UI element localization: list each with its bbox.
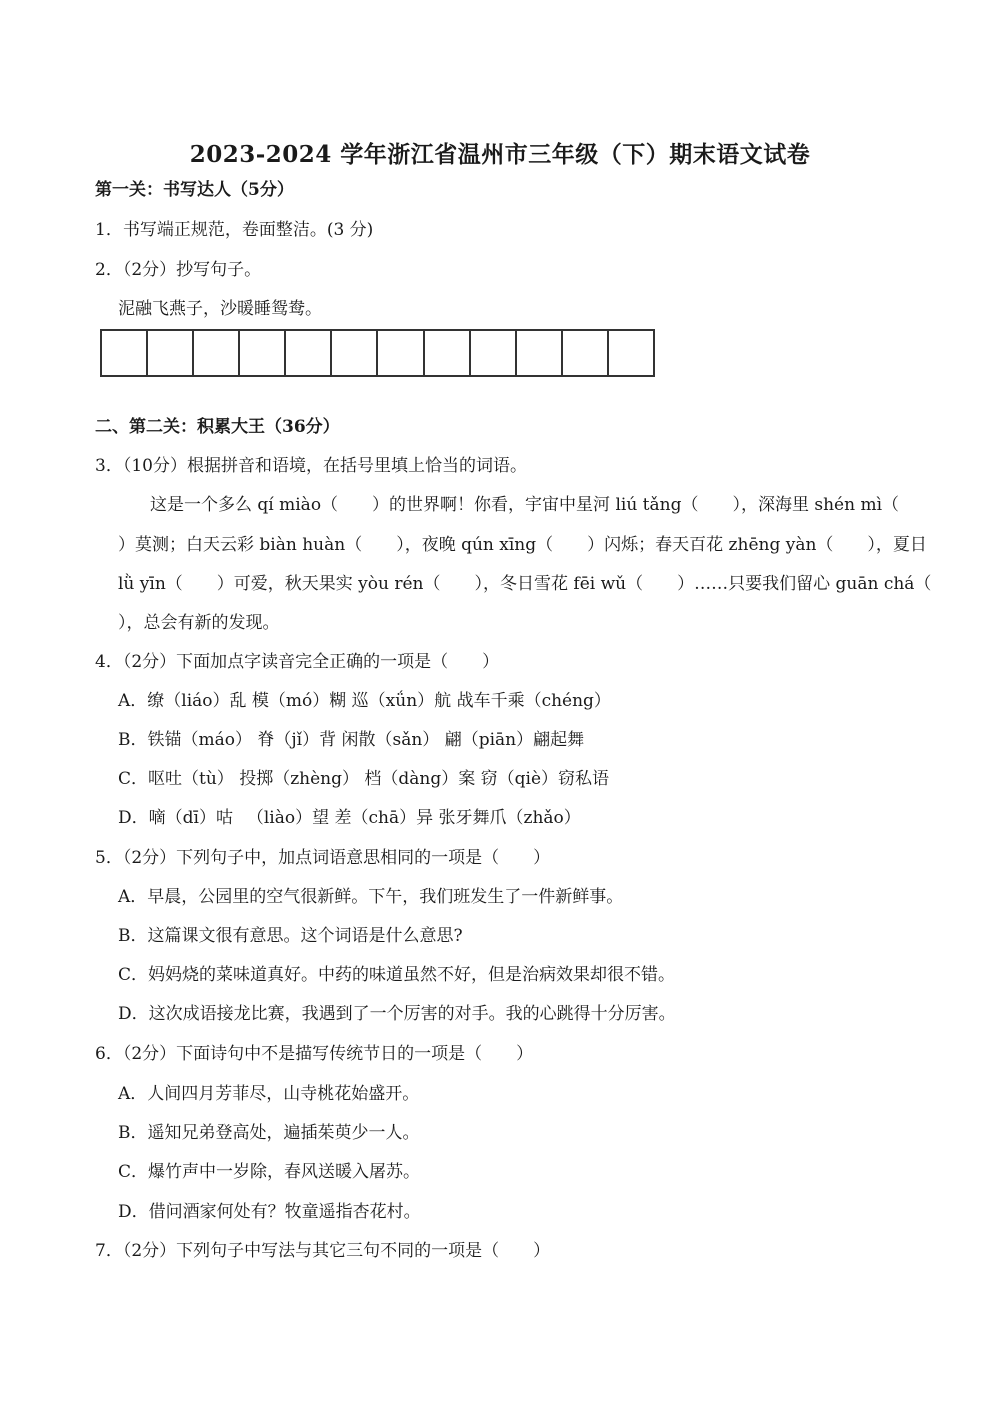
grid-cell[interactable]: [517, 331, 563, 375]
question-3-line: lǜ yīn（ ）可爱，秋天果实 yòu rén（ ），冬日雪花 fēi wǔ（ ）……只要我们留心 guān chá（: [118, 574, 932, 594]
question-4-option-b: B．铁锚（máo） 脊（jǐ）背 闲散（sǎn） 翩（piān）翩起舞: [118, 730, 585, 750]
question-6-option-b: B．遥知兄弟登高处，遍插茱萸少一人。: [118, 1123, 420, 1143]
question-3-line: ）莫测；白天云彩 biàn huàn（ ），夜晚 qún xīng（ ）闪烁；春天百花 zhēng yàn（ ），夏日: [118, 535, 927, 555]
grid-cell[interactable]: [378, 331, 424, 375]
question-3-line: ），总会有新的发现。: [118, 613, 280, 633]
question-4-option-a: A．缭（liáo）乱 模（mó）糊 巡（xǘn）航 战车千乘（chéng）: [118, 691, 611, 711]
copy-sentence: 泥融飞燕子，沙暖睡鸳鸯。: [118, 299, 322, 319]
grid-cell[interactable]: [240, 331, 286, 375]
question-5-option-d: D．这次成语接龙比赛，我遇到了一个厉害的对手。我的心跳得十分厉害。: [118, 1004, 676, 1024]
section2-heading: 二、第二关：积累大王（36分）: [95, 417, 340, 437]
question-5-option-c: C．妈妈烧的菜味道真好。中药的味道虽然不好，但是治病效果却很不错。: [118, 965, 676, 985]
question-6-option-d: D．借问酒家何处有？牧童遥指杏花村。: [118, 1202, 421, 1222]
grid-cell[interactable]: [148, 331, 194, 375]
question-5-option-a: A．早晨，公园里的空气很新鲜。下午，我们班发生了一件新鲜事。: [118, 887, 624, 907]
question-4-stem: 4．（2分）下面加点字读音完全正确的一项是（ ）: [95, 652, 500, 672]
question-4-option-d: D．嘀（dī）咕 （liào）望 差（chā）异 张牙舞爪（zhǎo）: [118, 808, 581, 828]
question-2: 2．（2分）抄写句子。: [95, 260, 262, 280]
grid-cell[interactable]: [563, 331, 609, 375]
grid-cell[interactable]: [609, 331, 653, 375]
grid-cell[interactable]: [102, 331, 148, 375]
question-6-stem: 6．（2分）下面诗句中不是描写传统节日的一项是（ ）: [95, 1044, 534, 1064]
question-4-option-c: C．呕吐（tù） 投掷（zhèng） 档（dàng）案 窃（qiè）窃私语: [118, 769, 610, 789]
question-6-option-c: C．爆竹声中一岁除，春风送暖入屠苏。: [118, 1162, 421, 1182]
grid-cell[interactable]: [425, 331, 471, 375]
section1-heading: 第一关：书写达人（5分）: [95, 180, 294, 200]
question-5-option-b: B．这篇课文很有意思。这个词语是什么意思?: [118, 926, 463, 946]
grid-cell[interactable]: [286, 331, 332, 375]
page-title: 2023-2024 学年浙江省温州市三年级（下）期末语文试卷: [189, 141, 811, 168]
question-6-option-a: A．人间四月芳菲尽，山寺桃花始盛开。: [118, 1084, 420, 1104]
question-5-stem: 5．（2分）下列句子中，加点词语意思相同的一项是（ ）: [95, 848, 551, 868]
writing-grid[interactable]: [100, 329, 655, 377]
question-3-line: 这是一个多么 qí miào（ ）的世界啊！你看，宇宙中星河 liú tǎng（ ），深海里 shén mì（: [150, 495, 900, 515]
grid-cell[interactable]: [332, 331, 378, 375]
grid-cell[interactable]: [471, 331, 517, 375]
question-1: 1．书写端正规范，卷面整洁。(3 分): [95, 220, 374, 240]
question-3-stem: 3．（10分）根据拼音和语境，在括号里填上恰当的词语。: [95, 456, 527, 476]
grid-cell[interactable]: [194, 331, 240, 375]
question-7-stem: 7．（2分）下列句子中写法与其它三句不同的一项是（ ）: [95, 1241, 551, 1261]
